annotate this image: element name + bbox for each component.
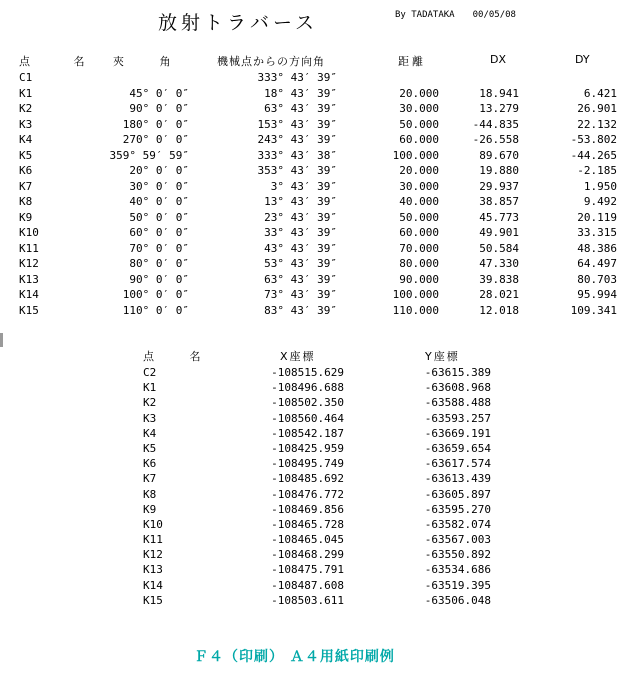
header-dy: DY xyxy=(575,53,590,66)
table-row xyxy=(0,562,629,577)
cell-distance: 50.000 xyxy=(399,210,439,224)
table-row xyxy=(0,517,629,532)
table-row xyxy=(0,502,629,517)
byline-author: By TADATAKA xyxy=(395,10,455,20)
caption: Ｆ４（印刷） Ａ４用紙印刷例 xyxy=(194,649,395,665)
cell-x-coordinate: -108469.856 xyxy=(271,502,344,516)
cell-direction: 18° 43′ 39″ xyxy=(264,86,337,100)
cell-y-coordinate: -63595.270 xyxy=(424,502,491,516)
cell-point: K6 xyxy=(19,164,33,177)
cell-dy: 80.703 xyxy=(577,272,617,286)
cell-y-coordinate: -63567.003 xyxy=(424,533,491,547)
table-row xyxy=(0,303,629,319)
cell-point: K3 xyxy=(143,411,157,425)
cell-angle: 30° 0′ 0″ xyxy=(129,179,189,193)
cell-dy: 22.132 xyxy=(577,117,617,131)
table-row xyxy=(0,287,629,303)
cell-direction: 23° 43′ 39″ xyxy=(264,210,337,224)
table-row xyxy=(0,225,629,241)
cell-angle: 359° 59′ 59″ xyxy=(109,148,189,162)
cell-direction: 33° 43′ 39″ xyxy=(264,226,337,239)
cell-point: K14 xyxy=(19,288,39,301)
cell-direction: 333° 43′ 39″ xyxy=(257,71,337,84)
cell-distance: 80.000 xyxy=(399,257,439,270)
byline xyxy=(395,10,516,20)
cell-angle: 70° 0′ 0″ xyxy=(129,241,189,255)
cell-point: K6 xyxy=(143,457,157,471)
table-row xyxy=(0,132,629,148)
cell-point: K1 xyxy=(19,86,33,100)
cell-x-coordinate: -108487.608 xyxy=(271,578,344,592)
cell-direction: 243° 43′ 39″ xyxy=(257,133,337,146)
table-row xyxy=(0,532,629,547)
cell-dx: 29.937 xyxy=(479,179,519,193)
cell-point: K10 xyxy=(143,517,163,531)
cell-angle: 45° 0′ 0″ xyxy=(129,86,189,100)
table-row xyxy=(0,256,629,272)
cell-point: K5 xyxy=(143,441,157,455)
cell-dy: 26.901 xyxy=(577,102,617,115)
cell-dx: 28.021 xyxy=(479,288,519,301)
cell-distance: 20.000 xyxy=(399,164,439,177)
table-row xyxy=(0,241,629,257)
cell-x-coordinate: -108475.791 xyxy=(271,563,344,577)
table-row xyxy=(0,593,629,608)
cell-dy: 48.386 xyxy=(577,241,617,255)
cell-point: K4 xyxy=(143,426,157,440)
cell-dy: 9.492 xyxy=(583,195,617,208)
header-dx: DX xyxy=(490,53,507,66)
cell-direction: 73° 43′ 39″ xyxy=(264,288,337,301)
cell-x-coordinate: -108476.772 xyxy=(271,487,344,501)
table-row xyxy=(0,578,629,593)
cell-dx: 19.880 xyxy=(479,164,519,177)
cell-dx: -44.835 xyxy=(472,117,519,131)
cell-point: K15 xyxy=(143,593,163,607)
cell-dy: 33.315 xyxy=(577,226,617,239)
table-row xyxy=(0,426,629,441)
cell-point: K13 xyxy=(19,272,39,286)
table-row xyxy=(0,179,629,195)
header-point-name: 点 名 xyxy=(19,55,105,68)
cell-dx: -26.558 xyxy=(472,133,519,146)
cell-direction: 3° 43′ 39″ xyxy=(270,179,337,193)
cell-y-coordinate: -63593.257 xyxy=(424,411,491,425)
cell-x-coordinate: -108465.045 xyxy=(271,533,344,547)
table-row xyxy=(0,148,629,164)
table-row xyxy=(0,456,629,471)
cell-y-coordinate: -63506.048 xyxy=(424,593,491,607)
cell-dy: 64.497 xyxy=(577,257,617,270)
cell-distance: 90.000 xyxy=(399,272,439,286)
cell-dx: 38.857 xyxy=(479,195,519,208)
cell-direction: 83° 43′ 39″ xyxy=(264,303,337,317)
cell-point: K2 xyxy=(143,396,157,410)
cell-dy: 1.950 xyxy=(583,179,617,193)
cell-dx: 50.584 xyxy=(479,241,519,255)
cell-y-coordinate: -63550.892 xyxy=(424,548,491,562)
cell-point: K14 xyxy=(143,578,163,592)
cell-point: K7 xyxy=(143,472,157,486)
cell-angle: 60° 0′ 0″ xyxy=(129,226,189,239)
header-direction-angle: 機械点からの方向角 xyxy=(217,55,325,68)
table-row xyxy=(0,272,629,288)
cell-distance: 70.000 xyxy=(399,241,439,255)
cell-distance: 30.000 xyxy=(399,179,439,193)
cell-distance: 30.000 xyxy=(399,102,439,115)
cell-point: K8 xyxy=(143,487,157,501)
cell-dx: 13.279 xyxy=(479,102,519,115)
cell-dx: 49.901 xyxy=(479,226,519,239)
cell-distance: 100.000 xyxy=(392,288,439,301)
cell-y-coordinate: -63659.654 xyxy=(424,441,491,455)
cell-dy: -44.265 xyxy=(570,148,617,162)
cell-direction: 43° 43′ 39″ xyxy=(264,241,337,255)
cell-y-coordinate: -63613.439 xyxy=(424,472,491,486)
cell-angle: 90° 0′ 0″ xyxy=(129,272,189,286)
cell-dy: 6.421 xyxy=(583,86,617,100)
table-row xyxy=(0,163,629,179)
cell-x-coordinate: -108496.688 xyxy=(271,381,344,395)
cell-dy: 95.994 xyxy=(577,288,617,301)
cell-y-coordinate: -63669.191 xyxy=(424,426,491,440)
table-row xyxy=(0,70,629,86)
cell-angle: 40° 0′ 0″ xyxy=(129,195,189,208)
header2-point-name: 点 名 xyxy=(143,350,217,363)
cell-point: K9 xyxy=(143,502,157,516)
cell-point: K8 xyxy=(19,195,33,208)
cell-distance: 60.000 xyxy=(399,133,439,146)
table-row xyxy=(0,86,629,102)
cell-y-coordinate: -63534.686 xyxy=(424,563,491,577)
table-row xyxy=(0,117,629,133)
table-row xyxy=(0,487,629,502)
cell-point: K12 xyxy=(143,548,163,562)
cell-y-coordinate: -63519.395 xyxy=(424,578,491,592)
cell-point: K2 xyxy=(19,102,33,115)
cell-angle: 50° 0′ 0″ xyxy=(129,210,189,224)
cell-distance: 100.000 xyxy=(392,148,439,162)
cell-direction: 63° 43′ 39″ xyxy=(264,272,337,286)
cell-dx: 39.838 xyxy=(479,272,519,286)
cell-angle: 110° 0′ 0″ xyxy=(122,303,189,317)
cell-angle: 90° 0′ 0″ xyxy=(129,102,189,115)
cell-dy: -2.185 xyxy=(577,164,617,177)
cell-y-coordinate: -63605.897 xyxy=(424,487,491,501)
cell-y-coordinate: -63608.968 xyxy=(424,381,491,395)
cell-dx: 18.941 xyxy=(479,86,519,100)
cell-angle: 20° 0′ 0″ xyxy=(129,164,189,177)
cell-angle: 270° 0′ 0″ xyxy=(122,133,189,146)
cell-direction: 53° 43′ 39″ xyxy=(264,257,337,270)
cell-point: K15 xyxy=(19,303,39,317)
page-title: 放射トラバース xyxy=(158,12,319,34)
table-row xyxy=(0,411,629,426)
cell-dx: 89.670 xyxy=(479,148,519,162)
cell-x-coordinate: -108560.464 xyxy=(271,411,344,425)
table-row xyxy=(0,380,629,395)
cell-angle: 100° 0′ 0″ xyxy=(122,288,189,301)
cell-angle: 80° 0′ 0″ xyxy=(129,257,189,270)
table-row xyxy=(0,547,629,562)
coordinate-table xyxy=(0,365,629,608)
edge-mark xyxy=(0,333,3,347)
cell-distance: 20.000 xyxy=(399,86,439,100)
cell-y-coordinate: -63588.488 xyxy=(424,396,491,410)
cell-point: C1 xyxy=(19,71,33,84)
cell-x-coordinate: -108485.692 xyxy=(271,472,344,486)
table-row xyxy=(0,395,629,410)
cell-point: K13 xyxy=(143,563,163,577)
header2-y-coordinate: Y座標 xyxy=(425,350,460,363)
cell-point: K11 xyxy=(19,241,39,255)
cell-angle: 180° 0′ 0″ xyxy=(122,117,189,131)
cell-point: K3 xyxy=(19,117,33,131)
cell-direction: 153° 43′ 39″ xyxy=(257,117,337,131)
byline-date: 00/05/08 xyxy=(472,10,516,20)
header-distance: 距離 xyxy=(398,55,426,68)
cell-distance: 110.000 xyxy=(392,303,439,317)
cell-point: K9 xyxy=(19,210,33,224)
cell-x-coordinate: -108502.350 xyxy=(271,396,344,410)
table-row xyxy=(0,441,629,456)
cell-point: K10 xyxy=(19,226,39,239)
table-row xyxy=(0,194,629,210)
cell-point: K4 xyxy=(19,133,33,146)
cell-y-coordinate: -63582.074 xyxy=(424,517,491,531)
cell-direction: 13° 43′ 39″ xyxy=(264,195,337,208)
cell-distance: 50.000 xyxy=(399,117,439,131)
cell-dx: 12.018 xyxy=(479,303,519,317)
header2-x-coordinate: X座標 xyxy=(280,350,316,363)
table-row xyxy=(0,471,629,486)
cell-y-coordinate: -63617.574 xyxy=(424,457,491,471)
cell-dy: -53.802 xyxy=(570,133,617,146)
cell-direction: 333° 43′ 38″ xyxy=(257,148,337,162)
cell-direction: 353° 43′ 39″ xyxy=(257,164,337,177)
cell-direction: 63° 43′ 39″ xyxy=(264,102,337,115)
cell-dx: 47.330 xyxy=(479,257,519,270)
table-row xyxy=(0,210,629,226)
cell-x-coordinate: -108468.299 xyxy=(271,548,344,562)
cell-point: K12 xyxy=(19,257,39,270)
cell-x-coordinate: -108495.749 xyxy=(271,457,344,471)
cell-x-coordinate: -108515.629 xyxy=(271,366,344,379)
cell-x-coordinate: -108465.728 xyxy=(271,517,344,531)
cell-distance: 40.000 xyxy=(399,195,439,208)
cell-x-coordinate: -108503.611 xyxy=(271,593,344,607)
header-included-angle: 夾 角 xyxy=(113,55,187,68)
cell-distance: 60.000 xyxy=(399,226,439,239)
cell-point: C2 xyxy=(143,366,157,379)
cell-point: K1 xyxy=(143,381,157,395)
table-row xyxy=(0,365,629,380)
cell-dy: 20.119 xyxy=(577,210,617,224)
cell-y-coordinate: -63615.389 xyxy=(424,366,491,379)
table-row xyxy=(0,101,629,117)
cell-point: K5 xyxy=(19,148,33,162)
cell-x-coordinate: -108542.187 xyxy=(271,426,344,440)
traverse-table xyxy=(0,70,629,318)
cell-point: K7 xyxy=(19,179,33,193)
cell-dy: 109.341 xyxy=(570,303,617,317)
cell-point: K11 xyxy=(143,533,163,547)
cell-x-coordinate: -108425.959 xyxy=(271,441,344,455)
cell-dx: 45.773 xyxy=(479,210,519,224)
